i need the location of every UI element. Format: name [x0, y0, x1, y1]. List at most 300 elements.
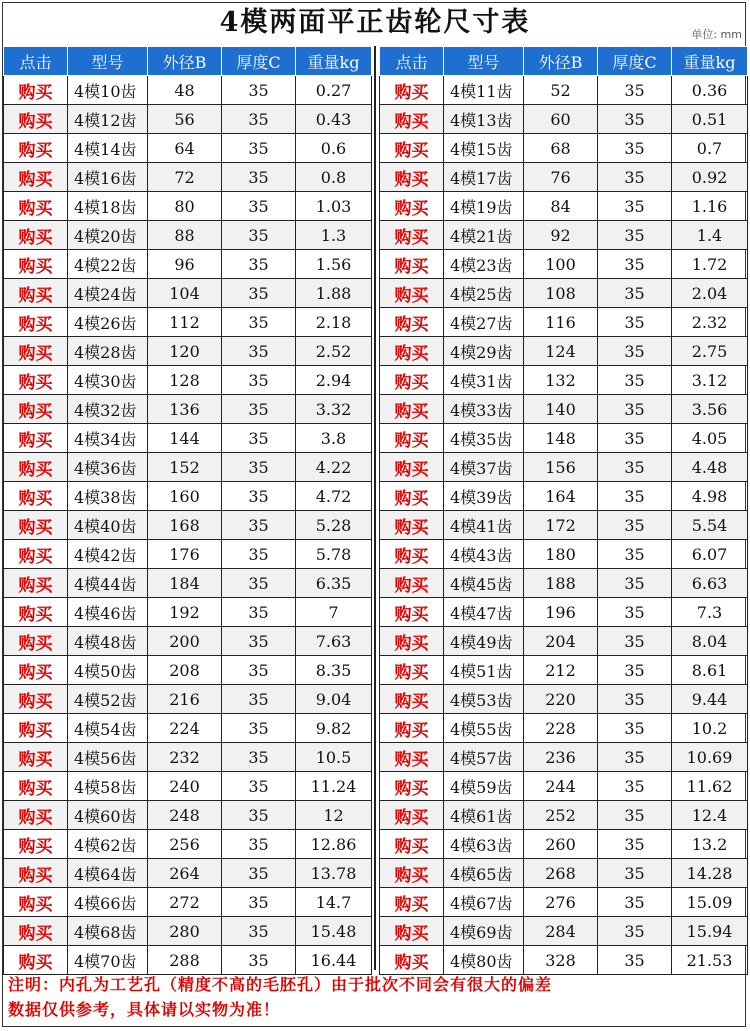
table-row [380, 105, 748, 134]
buy-link[interactable]: 购买 [380, 453, 444, 482]
thickness-cell: 35 [598, 105, 672, 134]
table-row [380, 656, 748, 685]
weight-cell: 12.86 [296, 830, 372, 859]
table-row [4, 279, 372, 308]
table-row [380, 366, 748, 395]
model-cell: 4模22齿 [68, 250, 148, 279]
thickness-cell: 35 [222, 569, 296, 598]
weight-cell: 0.36 [672, 76, 748, 105]
table-row [4, 453, 372, 482]
table-row [4, 946, 372, 975]
table-row [380, 221, 748, 250]
outer-diameter-cell: 228 [524, 714, 598, 743]
outer-diameter-cell: 184 [148, 569, 222, 598]
buy-link[interactable]: 购买 [4, 656, 68, 685]
model-cell: 4模24齿 [68, 279, 148, 308]
model-cell: 4模15齿 [444, 134, 524, 163]
buy-link[interactable]: 购买 [380, 424, 444, 453]
thickness-cell: 35 [222, 685, 296, 714]
weight-cell: 0.43 [296, 105, 372, 134]
table-row [4, 511, 372, 540]
outer-diameter-cell: 328 [524, 946, 598, 975]
buy-link[interactable]: 购买 [380, 859, 444, 888]
model-cell: 4模10齿 [68, 76, 148, 105]
model-cell: 4模47齿 [444, 598, 524, 627]
table-row [380, 569, 748, 598]
thickness-cell: 35 [598, 830, 672, 859]
buy-link[interactable]: 购买 [4, 134, 68, 163]
thickness-cell: 35 [598, 395, 672, 424]
buy-link[interactable]: 购买 [380, 830, 444, 859]
table-row [4, 337, 372, 366]
thickness-cell: 35 [222, 540, 296, 569]
buy-link[interactable]: 购买 [380, 946, 444, 975]
weight-cell: 8.61 [672, 656, 748, 685]
thickness-cell: 35 [598, 134, 672, 163]
thickness-cell: 35 [598, 76, 672, 105]
outer-diameter-cell: 268 [524, 859, 598, 888]
weight-cell: 1.56 [296, 250, 372, 279]
outer-diameter-cell: 180 [524, 540, 598, 569]
thickness-cell: 35 [222, 453, 296, 482]
table-row [4, 569, 372, 598]
buy-link[interactable]: 购买 [380, 685, 444, 714]
table-row [4, 772, 372, 801]
model-cell: 4模14齿 [68, 134, 148, 163]
outer-diameter-cell: 124 [524, 337, 598, 366]
table-row [4, 366, 372, 395]
weight-cell: 5.54 [672, 511, 748, 540]
outer-diameter-cell: 144 [148, 424, 222, 453]
buy-link[interactable]: 购买 [4, 511, 68, 540]
table-row [4, 743, 372, 772]
outer-diameter-cell: 264 [148, 859, 222, 888]
model-cell: 4模33齿 [444, 395, 524, 424]
table-row [4, 801, 372, 830]
weight-cell: 3.8 [296, 424, 372, 453]
thickness-cell: 35 [598, 511, 672, 540]
thickness-cell: 35 [222, 888, 296, 917]
thickness-cell: 35 [222, 395, 296, 424]
buy-link[interactable]: 购买 [380, 772, 444, 801]
note-line-1: 注明：内孔为工艺孔（精度不高的毛胚孔）由于批次不同会有很大的偏差 [8, 975, 553, 994]
thickness-cell: 35 [598, 279, 672, 308]
outer-diameter-cell: 232 [148, 743, 222, 772]
buy-link[interactable]: 购买 [4, 192, 68, 221]
thickness-cell: 35 [222, 917, 296, 946]
table-row [380, 801, 748, 830]
weight-cell: 4.22 [296, 453, 372, 482]
buy-link[interactable]: 购买 [4, 424, 68, 453]
outer-diameter-cell: 272 [148, 888, 222, 917]
model-cell: 4模36齿 [68, 453, 148, 482]
model-cell: 4模42齿 [68, 540, 148, 569]
header-outer-diameter: 外径B [524, 47, 598, 76]
weight-cell: 2.18 [296, 308, 372, 337]
buy-link[interactable]: 购买 [4, 772, 68, 801]
model-cell: 4模30齿 [68, 366, 148, 395]
outer-diameter-cell: 156 [524, 453, 598, 482]
model-cell: 4模21齿 [444, 221, 524, 250]
thickness-cell: 35 [222, 221, 296, 250]
weight-cell: 7 [296, 598, 372, 627]
buy-link[interactable]: 购买 [4, 917, 68, 946]
table-header-row [380, 47, 748, 76]
buy-link[interactable]: 购买 [4, 946, 68, 975]
buy-link[interactable]: 购买 [380, 917, 444, 946]
buy-link[interactable]: 购买 [380, 395, 444, 424]
model-cell: 4模37齿 [444, 453, 524, 482]
model-cell: 4模39齿 [444, 482, 524, 511]
outer-diameter-cell: 168 [148, 511, 222, 540]
model-cell: 4模40齿 [68, 511, 148, 540]
weight-cell: 0.7 [672, 134, 748, 163]
table-row [4, 627, 372, 656]
weight-cell: 9.82 [296, 714, 372, 743]
buy-link[interactable]: 购买 [380, 598, 444, 627]
table-row [380, 76, 748, 105]
thickness-cell: 35 [598, 221, 672, 250]
model-cell: 4模20齿 [68, 221, 148, 250]
model-cell: 4模18齿 [68, 192, 148, 221]
weight-cell: 10.2 [672, 714, 748, 743]
weight-cell: 2.75 [672, 337, 748, 366]
outer-diameter-cell: 172 [524, 511, 598, 540]
thickness-cell: 35 [222, 511, 296, 540]
buy-link[interactable]: 购买 [380, 163, 444, 192]
weight-cell: 2.94 [296, 366, 372, 395]
header-click: 点击 [380, 47, 444, 76]
table-row [4, 134, 372, 163]
buy-link[interactable]: 购买 [4, 395, 68, 424]
buy-link[interactable]: 购买 [380, 656, 444, 685]
table-row [380, 917, 748, 946]
buy-link[interactable]: 购买 [380, 482, 444, 511]
table-row [4, 250, 372, 279]
buy-link[interactable]: 购买 [4, 308, 68, 337]
table-row [4, 482, 372, 511]
weight-cell: 7.63 [296, 627, 372, 656]
outer-diameter-cell: 192 [148, 598, 222, 627]
model-cell: 4模44齿 [68, 569, 148, 598]
page-title: 4模两面平正齿轮尺寸表 [219, 7, 531, 38]
buy-link[interactable]: 购买 [4, 569, 68, 598]
outer-diameter-cell: 56 [148, 105, 222, 134]
thickness-cell: 35 [222, 830, 296, 859]
outer-diameter-cell: 64 [148, 134, 222, 163]
weight-cell: 3.56 [672, 395, 748, 424]
buy-link[interactable]: 购买 [380, 714, 444, 743]
model-cell: 4模11齿 [444, 76, 524, 105]
buy-link[interactable]: 购买 [380, 888, 444, 917]
buy-link[interactable]: 购买 [380, 337, 444, 366]
table-row [4, 830, 372, 859]
header-weight: 重量kg [672, 47, 748, 76]
buy-link[interactable]: 购买 [380, 308, 444, 337]
model-cell: 4模41齿 [444, 511, 524, 540]
weight-cell: 0.27 [296, 76, 372, 105]
outer-diameter-cell: 116 [524, 308, 598, 337]
weight-cell: 6.63 [672, 569, 748, 598]
header-click: 点击 [4, 47, 68, 76]
weight-cell: 0.6 [296, 134, 372, 163]
outer-diameter-cell: 96 [148, 250, 222, 279]
buy-link[interactable]: 购买 [4, 743, 68, 772]
outer-diameter-cell: 204 [524, 627, 598, 656]
thickness-cell: 35 [222, 424, 296, 453]
outer-diameter-cell: 140 [524, 395, 598, 424]
weight-cell: 6.07 [672, 540, 748, 569]
weight-cell: 15.94 [672, 917, 748, 946]
table-row [380, 250, 748, 279]
buy-link[interactable]: 购买 [4, 250, 68, 279]
weight-cell: 8.35 [296, 656, 372, 685]
buy-link[interactable]: 购买 [4, 859, 68, 888]
model-cell: 4模31齿 [444, 366, 524, 395]
weight-cell: 7.3 [672, 598, 748, 627]
buy-link[interactable]: 购买 [380, 76, 444, 105]
buy-link[interactable]: 购买 [4, 888, 68, 917]
table-row [380, 772, 748, 801]
model-cell: 4模16齿 [68, 163, 148, 192]
buy-link[interactable]: 购买 [4, 801, 68, 830]
thickness-cell: 35 [598, 801, 672, 830]
thickness-cell: 35 [598, 366, 672, 395]
table-row [380, 482, 748, 511]
table-row [4, 192, 372, 221]
weight-cell: 14.7 [296, 888, 372, 917]
outer-diameter-cell: 60 [524, 105, 598, 134]
model-cell: 4模55齿 [444, 714, 524, 743]
model-cell: 4模52齿 [68, 685, 148, 714]
thickness-cell: 35 [598, 424, 672, 453]
outer-diameter-cell: 100 [524, 250, 598, 279]
weight-cell: 0.92 [672, 163, 748, 192]
model-cell: 4模35齿 [444, 424, 524, 453]
thickness-cell: 35 [598, 917, 672, 946]
thickness-cell: 35 [222, 366, 296, 395]
weight-cell: 3.12 [672, 366, 748, 395]
outer-diameter-cell: 240 [148, 772, 222, 801]
outer-diameter-cell: 108 [524, 279, 598, 308]
outer-diameter-cell: 276 [524, 888, 598, 917]
table-row [4, 685, 372, 714]
outer-diameter-cell: 280 [148, 917, 222, 946]
buy-link[interactable]: 购买 [380, 279, 444, 308]
model-cell: 4模80齿 [444, 946, 524, 975]
model-cell: 4模59齿 [444, 772, 524, 801]
thickness-cell: 35 [598, 946, 672, 975]
table-row [380, 511, 748, 540]
table-row [4, 859, 372, 888]
weight-cell: 6.35 [296, 569, 372, 598]
thickness-cell: 35 [598, 656, 672, 685]
outer-diameter-cell: 196 [524, 598, 598, 627]
table-row [380, 888, 748, 917]
thickness-cell: 35 [222, 192, 296, 221]
thickness-cell: 35 [222, 714, 296, 743]
weight-cell: 0.51 [672, 105, 748, 134]
weight-cell: 1.3 [296, 221, 372, 250]
weight-cell: 21.53 [672, 946, 748, 975]
weight-cell: 1.03 [296, 192, 372, 221]
header-thickness: 厚度C [222, 47, 296, 76]
outer-diameter-cell: 236 [524, 743, 598, 772]
table-row [380, 830, 748, 859]
model-cell: 4模56齿 [68, 743, 148, 772]
buy-link[interactable]: 购买 [380, 221, 444, 250]
model-cell: 4模25齿 [444, 279, 524, 308]
buy-link[interactable]: 购买 [4, 598, 68, 627]
outer-diameter-cell: 252 [524, 801, 598, 830]
thickness-cell: 35 [598, 482, 672, 511]
model-cell: 4模49齿 [444, 627, 524, 656]
table-row [4, 163, 372, 192]
thickness-cell: 35 [598, 540, 672, 569]
outer-diameter-cell: 200 [148, 627, 222, 656]
buy-link[interactable]: 购买 [380, 569, 444, 598]
outer-diameter-cell: 104 [148, 279, 222, 308]
outer-diameter-cell: 248 [148, 801, 222, 830]
thickness-cell: 35 [598, 598, 672, 627]
thickness-cell: 35 [222, 656, 296, 685]
buy-link[interactable]: 购买 [380, 627, 444, 656]
buy-link[interactable]: 购买 [380, 134, 444, 163]
table-row [380, 685, 748, 714]
table-row [380, 453, 748, 482]
weight-cell: 11.62 [672, 772, 748, 801]
thickness-cell: 35 [222, 482, 296, 511]
weight-cell: 4.98 [672, 482, 748, 511]
weight-cell: 8.04 [672, 627, 748, 656]
weight-cell: 13.78 [296, 859, 372, 888]
outer-diameter-cell: 148 [524, 424, 598, 453]
buy-link[interactable]: 购买 [380, 801, 444, 830]
outer-diameter-cell: 216 [148, 685, 222, 714]
buy-link[interactable]: 购买 [4, 221, 68, 250]
table-row [380, 279, 748, 308]
thickness-cell: 35 [222, 76, 296, 105]
weight-cell: 3.32 [296, 395, 372, 424]
weight-cell: 2.32 [672, 308, 748, 337]
model-cell: 4模66齿 [68, 888, 148, 917]
buy-link[interactable]: 购买 [380, 743, 444, 772]
weight-cell: 5.28 [296, 511, 372, 540]
weight-cell: 12.4 [672, 801, 748, 830]
outer-diameter-cell: 92 [524, 221, 598, 250]
thickness-cell: 35 [598, 337, 672, 366]
weight-cell: 1.72 [672, 250, 748, 279]
thickness-cell: 35 [598, 192, 672, 221]
table-divider [374, 46, 376, 970]
spec-table-left [3, 46, 372, 975]
table-row [4, 221, 372, 250]
model-cell: 4模70齿 [68, 946, 148, 975]
outer-diameter-cell: 80 [148, 192, 222, 221]
thickness-cell: 35 [598, 859, 672, 888]
buy-link[interactable]: 购买 [4, 366, 68, 395]
outer-diameter-cell: 164 [524, 482, 598, 511]
buy-link[interactable]: 购买 [380, 192, 444, 221]
buy-link[interactable]: 购买 [4, 453, 68, 482]
weight-cell: 10.69 [672, 743, 748, 772]
buy-link[interactable]: 购买 [4, 714, 68, 743]
buy-link[interactable]: 购买 [4, 685, 68, 714]
table-row [4, 540, 372, 569]
table-row [380, 337, 748, 366]
buy-link[interactable]: 购买 [4, 482, 68, 511]
model-cell: 4模60齿 [68, 801, 148, 830]
table-row [380, 395, 748, 424]
outer-diameter-cell: 188 [524, 569, 598, 598]
outer-diameter-cell: 136 [148, 395, 222, 424]
model-cell: 4模43齿 [444, 540, 524, 569]
buy-link[interactable]: 购买 [4, 337, 68, 366]
weight-cell: 4.48 [672, 453, 748, 482]
table-row [4, 656, 372, 685]
buy-link[interactable]: 购买 [4, 105, 68, 134]
thickness-cell: 35 [222, 627, 296, 656]
buy-link[interactable]: 购买 [4, 540, 68, 569]
weight-cell: 12 [296, 801, 372, 830]
buy-link[interactable]: 购买 [4, 163, 68, 192]
header-weight: 重量kg [296, 47, 372, 76]
thickness-cell: 35 [222, 134, 296, 163]
thickness-cell: 35 [598, 250, 672, 279]
weight-cell: 2.04 [672, 279, 748, 308]
buy-link[interactable]: 购买 [380, 250, 444, 279]
model-cell: 4模58齿 [68, 772, 148, 801]
buy-link[interactable]: 购买 [4, 627, 68, 656]
thickness-cell: 35 [598, 163, 672, 192]
buy-link[interactable]: 购买 [4, 830, 68, 859]
table-row [380, 627, 748, 656]
outer-diameter-cell: 152 [148, 453, 222, 482]
buy-link[interactable]: 购买 [4, 279, 68, 308]
weight-cell: 9.44 [672, 685, 748, 714]
outer-diameter-cell: 208 [148, 656, 222, 685]
buy-link[interactable]: 购买 [380, 511, 444, 540]
buy-link[interactable]: 购买 [380, 540, 444, 569]
spec-table-right [379, 46, 748, 975]
thickness-cell: 35 [598, 569, 672, 598]
weight-cell: 5.78 [296, 540, 372, 569]
buy-link[interactable]: 购买 [4, 76, 68, 105]
thickness-cell: 35 [222, 308, 296, 337]
table-row [380, 308, 748, 337]
table-row [380, 946, 748, 975]
thickness-cell: 35 [222, 598, 296, 627]
outer-diameter-cell: 244 [524, 772, 598, 801]
outer-diameter-cell: 176 [148, 540, 222, 569]
thickness-cell: 35 [222, 163, 296, 192]
buy-link[interactable]: 购买 [380, 105, 444, 134]
outer-diameter-cell: 220 [524, 685, 598, 714]
header-thickness: 厚度C [598, 47, 672, 76]
model-cell: 4模27齿 [444, 308, 524, 337]
buy-link[interactable]: 购买 [380, 366, 444, 395]
weight-cell: 1.88 [296, 279, 372, 308]
header-outer-diameter: 外径B [148, 47, 222, 76]
thickness-cell: 35 [222, 946, 296, 975]
disclaimer-note [8, 972, 744, 1024]
table-row [380, 192, 748, 221]
model-cell: 4模19齿 [444, 192, 524, 221]
model-cell: 4模50齿 [68, 656, 148, 685]
outer-diameter-cell: 120 [148, 337, 222, 366]
unit-label: 单位: mm [691, 28, 742, 41]
weight-cell: 1.16 [672, 192, 748, 221]
